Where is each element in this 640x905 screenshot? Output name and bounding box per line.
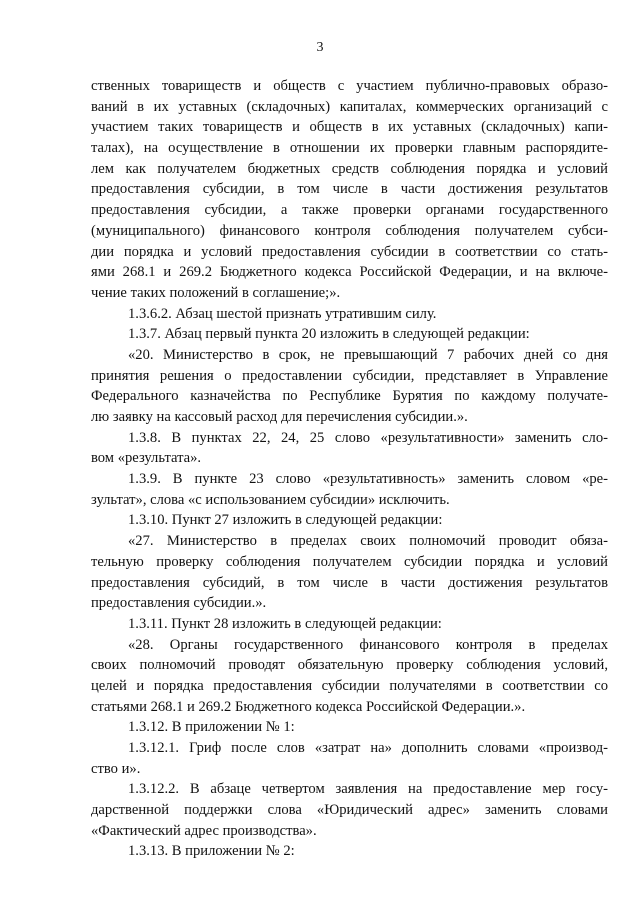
text-line: своих полномочий проводят обязательную проверку соблюдения условий,: [91, 657, 608, 674]
text-line: 1.3.13. В приложении № 2:: [128, 843, 295, 860]
text-line: целей и порядка предоставления субсидии получателями в соответствии со: [91, 677, 608, 694]
text-line: 1.3.9. В пункте 23 слово «результативность» заменить словом «ре-: [128, 471, 608, 488]
text-line: 1.3.12. В приложении № 1:: [128, 719, 295, 736]
text-line: лю заявку на кассовый расход для перечисления субсидии.».: [91, 409, 468, 425]
text-line: дии порядка и условий предоставления субсидии в соответствии со стать-: [91, 243, 608, 260]
text-line: дарственной поддержки слова «Юридический адрес» заменить словами: [91, 802, 608, 819]
text-line: 1.3.7. Абзац первый пункта 20 изложить в следующей редакции:: [128, 326, 530, 343]
document-body: [91, 76, 608, 862]
text-line: «20. Министерство в срок, не превышающий 7 рабочих дней со дня: [128, 346, 608, 363]
text-line: талах), на осуществление в отношении их проверки главным распорядите-: [91, 140, 608, 157]
text-line: чение таких положений в соглашение;».: [91, 284, 341, 301]
text-line: предоставления субсидии, в том числе в части достижения результатов: [91, 181, 608, 198]
text-line: ваний в их уставных (складочных) капиталах, коммерческих организаций с: [91, 98, 608, 115]
text-line: «Фактический адрес производства».: [91, 822, 317, 839]
text-line: ство и».: [91, 760, 141, 777]
text-line: ями 268.1 и 269.2 Бюджетного кодекса Российской Федерации, и на включе-: [91, 264, 608, 281]
text-line: статьями 268.1 и 269.2 Бюджетного кодекса Российской Федерации.».: [91, 698, 526, 715]
text-line: 1.3.12.2. В абзаце четвертом заявления на предоставление мер госу-: [128, 781, 608, 798]
text-line: Федерального казначейства по Республике Бурятия по каждому получате-: [91, 388, 608, 405]
text-line: 1.3.6.2. Абзац шестой признать утратившим силу.: [128, 305, 437, 322]
page-number: 3: [316, 40, 324, 55]
text-line: тельную проверку соблюдения получателем субсидии порядка и условий: [91, 553, 608, 570]
text-line: участием таких товариществ и обществ в их уставных (складочных) капи-: [91, 119, 608, 136]
text-line: лем как получателем бюджетных средств соблюдения порядка и условий: [91, 160, 608, 177]
text-line: ственных товариществ и обществ с участием публично-правовых образо-: [91, 78, 608, 94]
text-line: «28. Органы государственного финансового контроля в пределах: [128, 636, 608, 653]
text-line: 1.3.10. Пункт 27 изложить в следующей редакции:: [128, 512, 443, 529]
text-line: предоставления субсидии.».: [91, 595, 267, 612]
text-line: зультат», слова «с использованием субсидии» исключить.: [91, 491, 450, 508]
text-line: предоставления субсидий, в том числе в части достижения результатов: [91, 574, 608, 591]
text-line: 1.3.8. В пунктах 22, 24, 25 слово «результативности» заменить сло-: [128, 429, 608, 446]
text-line: 1.3.12.1. Гриф после слов «затрат на» дополнить словами «производ-: [128, 740, 608, 756]
text-line: принятия решения о предоставлении субсидии, представляет в Управление: [91, 367, 608, 384]
text-line: 1.3.11. Пункт 28 изложить в следующей редакции:: [128, 615, 442, 632]
text-line: предоставления субсидии, а также проверки органами государственного: [91, 202, 608, 219]
text-line: (муниципального) финансового контроля соблюдения получателем субси-: [91, 222, 608, 239]
text-line: вом «результата».: [91, 450, 202, 467]
text-line: «27. Министерство в пределах своих полномочий проводит обяза-: [128, 533, 608, 550]
